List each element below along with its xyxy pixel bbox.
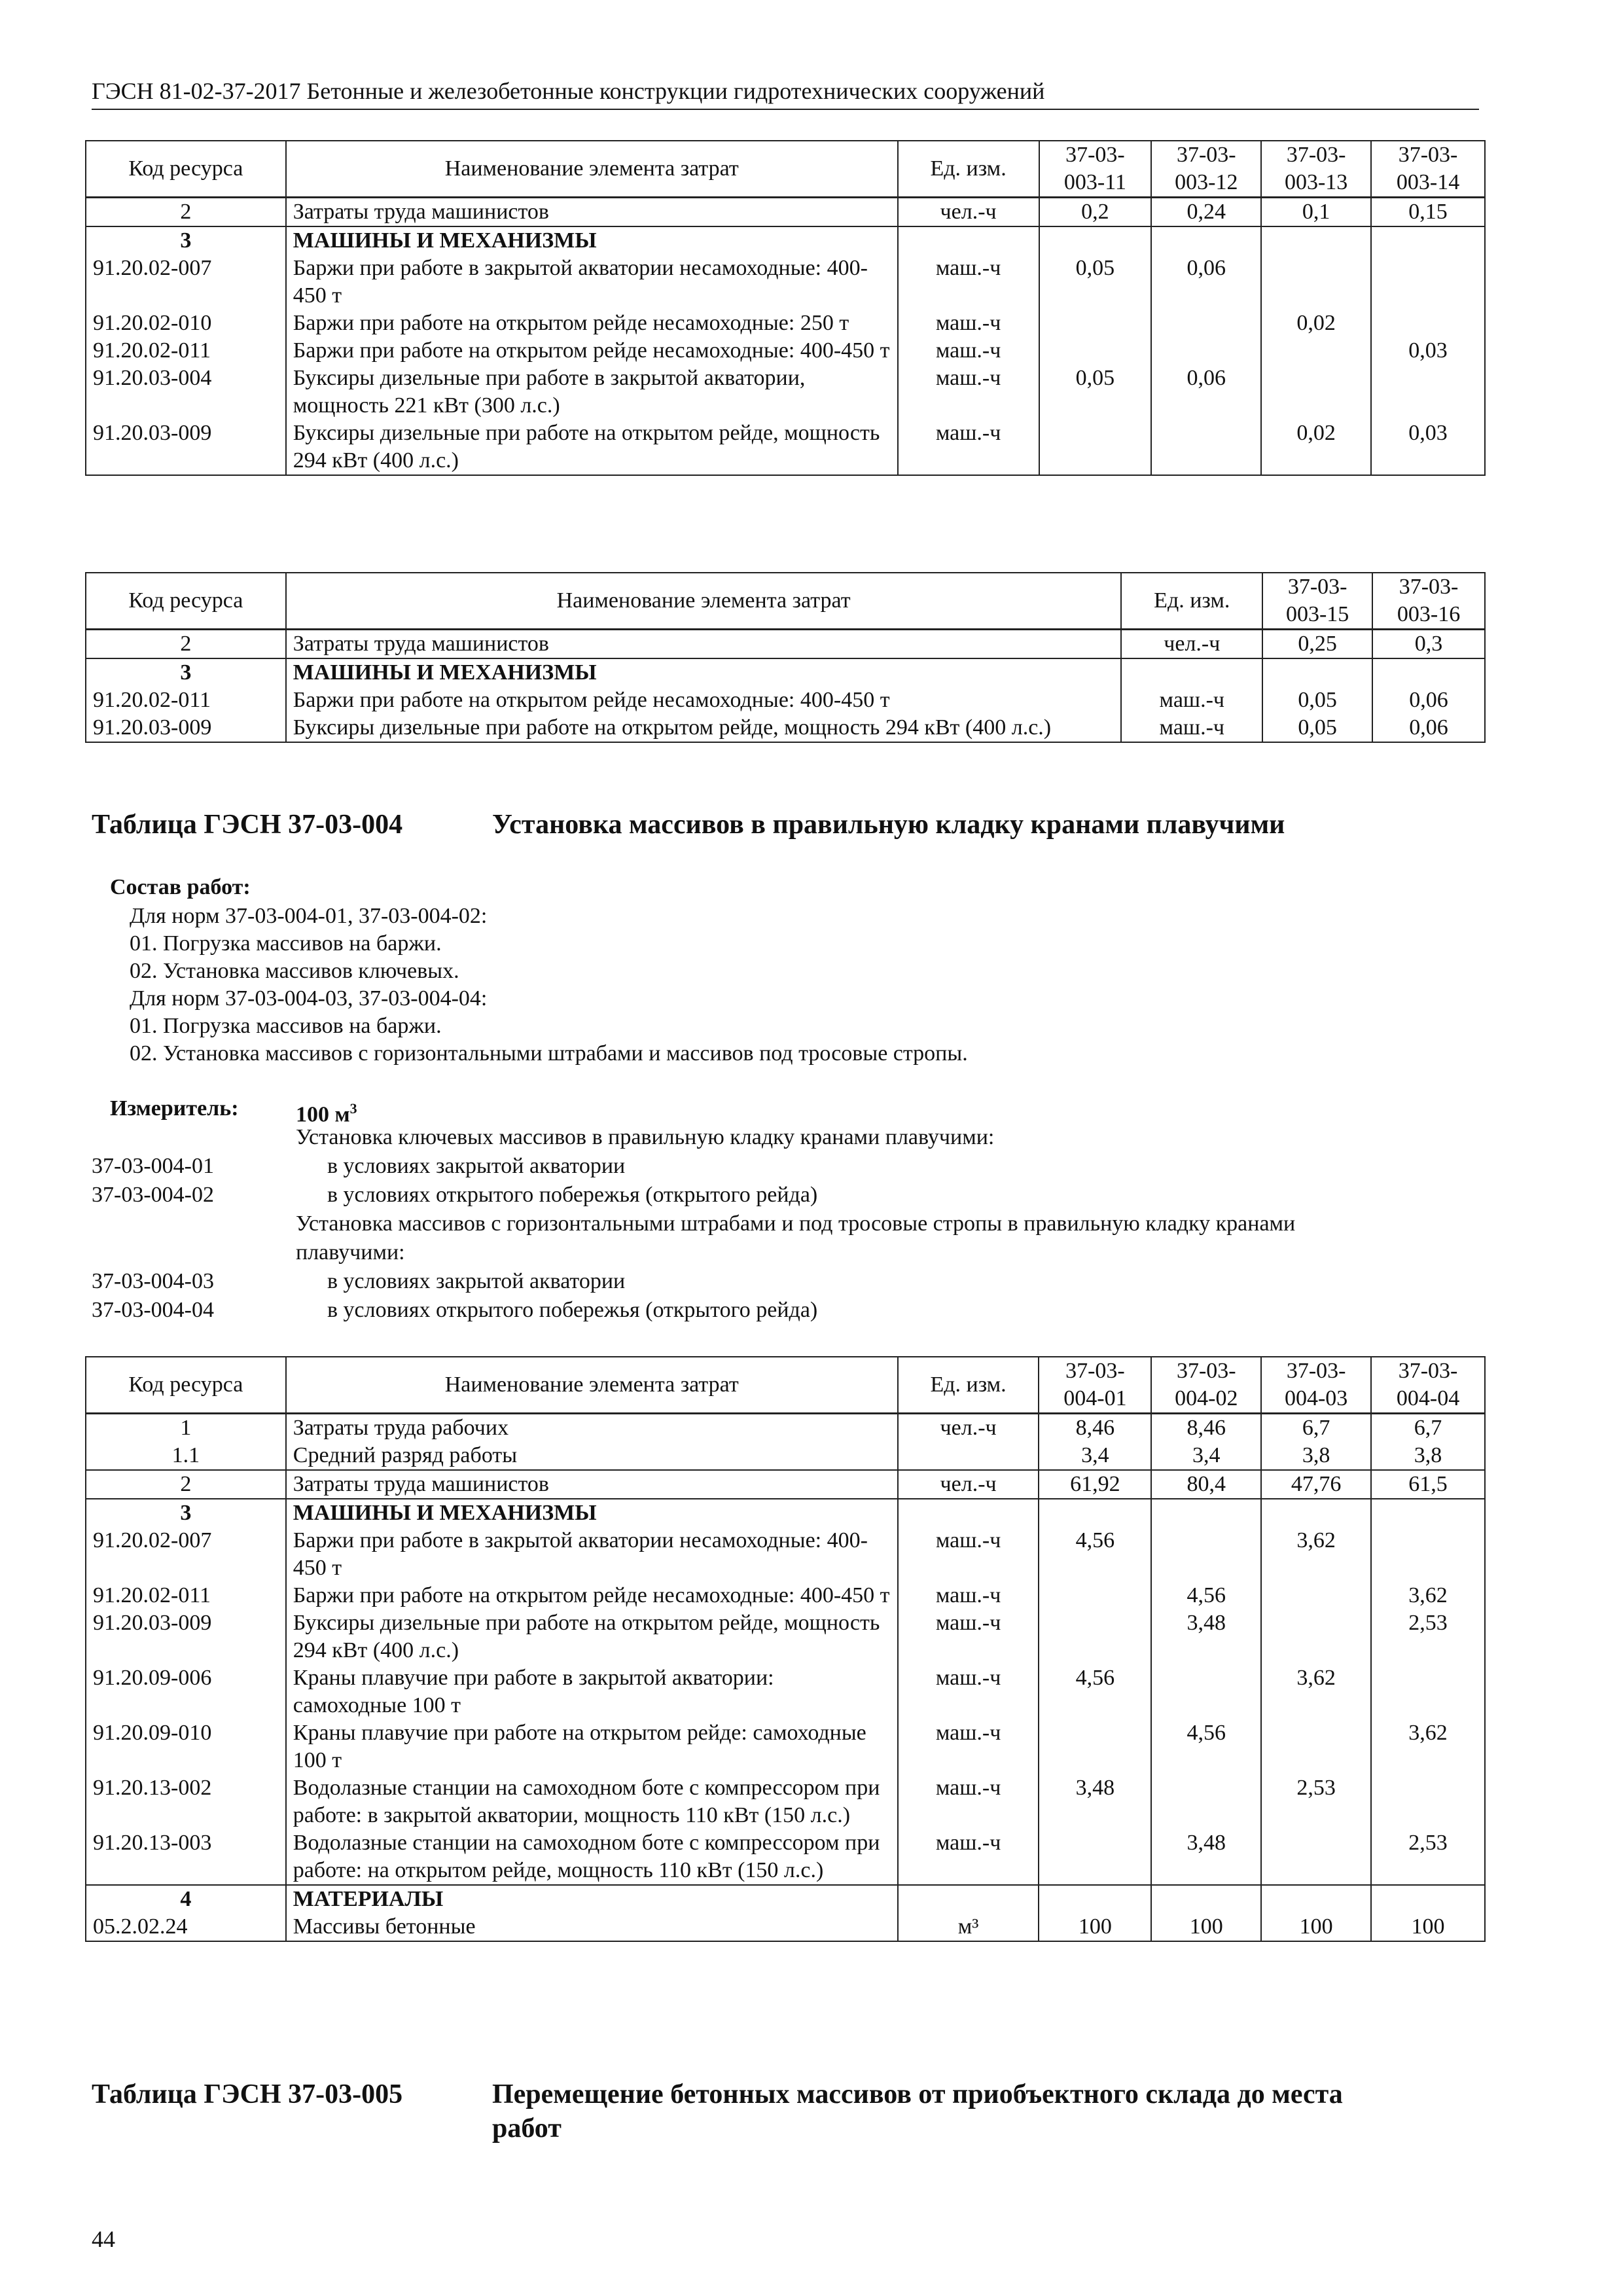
resource-table-003-11-14 [85, 140, 1486, 476]
col-header-norm: 37-03-003-14 [1371, 141, 1485, 198]
table-label-005: Таблица ГЭСН 37-03-005 [92, 2079, 403, 2109]
norm-value [1261, 1829, 1371, 1885]
resource-code: 91.20.02-011 [86, 1582, 286, 1609]
resource-code: 91.20.02-007 [86, 1527, 286, 1582]
norm-value [1372, 658, 1485, 687]
resource-code: 91.20.02-011 [86, 687, 286, 714]
resource-name: МАШИНЫ И МЕХАНИЗМЫ [286, 226, 898, 255]
norm-value [1039, 337, 1152, 365]
norm-value [1039, 1582, 1151, 1609]
resource-name: Буксиры дизельные при работе на открытом рейде, мощность 294 кВт (400 л.с.) [286, 420, 898, 475]
norm-value [1151, 226, 1261, 255]
resource-name: Буксиры дизельные при работе на открытом рейде, мощность 294 кВт (400 л.с.) [286, 714, 1122, 742]
table-row [86, 226, 1485, 255]
norm-group-title: плавучими: [296, 1240, 405, 1265]
table-row [86, 630, 1485, 659]
table-label-004: Таблица ГЭСН 37-03-004 [92, 810, 403, 840]
col-header-name: Наименование элемента затрат [286, 141, 898, 198]
resource-unit: маш.-ч [898, 1527, 1039, 1582]
norm-value: 3,62 [1371, 1719, 1485, 1774]
norm-value: 0,06 [1151, 255, 1261, 310]
resource-name: Затраты труда рабочих [286, 1414, 898, 1443]
resource-name: МАШИНЫ И МЕХАНИЗМЫ [286, 658, 1122, 687]
table-row [86, 420, 1485, 475]
page-number: 44 [92, 2226, 115, 2252]
table-row [86, 1913, 1485, 1941]
col-header-norm: 37-03-004-02 [1151, 1357, 1261, 1414]
resource-unit [898, 1885, 1039, 1913]
table-title-005-line2: работ [492, 2113, 562, 2144]
norm-value [1261, 365, 1371, 420]
resource-unit: маш.-ч [898, 337, 1039, 365]
table-row [86, 337, 1485, 365]
resource-unit: чел.-ч [1121, 630, 1262, 659]
resource-code: 91.20.09-006 [86, 1664, 286, 1719]
table-title-004: Установка массивов в правильную кладку кранами плавучими [492, 810, 1285, 840]
norm-value: 0,05 [1039, 255, 1152, 310]
norm-value: 3,48 [1039, 1774, 1151, 1829]
norm-value: 80,4 [1151, 1470, 1261, 1499]
norm-value: 0,15 [1371, 198, 1485, 227]
col-header-norm: 37-03-003-16 [1372, 573, 1485, 630]
resource-name: МАШИНЫ И МЕХАНИЗМЫ [286, 1499, 898, 1527]
resource-name: Баржи при работе на открытом рейде несамоходные: 400-450 т [286, 337, 898, 365]
resource-unit [1121, 658, 1262, 687]
norm-value: 0,2 [1039, 198, 1152, 227]
col-header-norm: 37-03-004-04 [1371, 1357, 1485, 1414]
col-header-unit: Ед. изм. [898, 1357, 1039, 1414]
resource-name: Баржи при работе в закрытой акватории несамоходные: 400-450 т [286, 255, 898, 310]
norm-value: 2,53 [1371, 1609, 1485, 1664]
table-row [86, 1442, 1485, 1470]
table-row [86, 1582, 1485, 1609]
norm-value [1151, 1885, 1261, 1913]
norm-value [1371, 365, 1485, 420]
norm-value: 0,02 [1261, 310, 1371, 337]
norm-value [1261, 1499, 1371, 1527]
sostav-line: 01. Погрузка массивов на баржи. [130, 1014, 442, 1038]
col-header-norm: 37-03-003-12 [1151, 141, 1261, 198]
col-header-unit: Ед. изм. [898, 141, 1039, 198]
norm-value: 0,1 [1261, 198, 1371, 227]
norm-value: 0,06 [1372, 714, 1485, 742]
norm-desc: в условиях открытого побережья (открытого рейда) [327, 1183, 818, 1207]
col-header-code: Код ресурса [86, 141, 286, 198]
resource-code: 3 [86, 226, 286, 255]
norm-value [1151, 1527, 1261, 1582]
norm-value [1151, 420, 1261, 475]
izmeritel-value: 100 $м^3$ [296, 1100, 357, 1127]
norm-value: 0,05 [1262, 687, 1372, 714]
resource-name: Затраты труда машинистов [286, 1470, 898, 1499]
norm-value: 2,53 [1371, 1829, 1485, 1885]
norm-value: 3,4 [1151, 1442, 1261, 1470]
norm-value [1039, 1885, 1151, 1913]
col-header-norm: 37-03-003-15 [1262, 573, 1372, 630]
resource-unit [898, 226, 1039, 255]
resource-unit: маш.-ч [1121, 687, 1262, 714]
col-header-code: Код ресурса [86, 1357, 286, 1414]
norm-value: 61,92 [1039, 1470, 1151, 1499]
norm-value: 0,03 [1371, 420, 1485, 475]
resource-name: Затраты труда машинистов [286, 630, 1122, 659]
norm-value [1262, 658, 1372, 687]
norm-code: 37-03-004-02 [92, 1183, 214, 1207]
table-row [86, 1829, 1485, 1885]
resource-code: 05.2.02.24 [86, 1913, 286, 1941]
resource-code: 3 [86, 1499, 286, 1527]
resource-code: 91.20.13-003 [86, 1829, 286, 1885]
norm-value [1261, 1885, 1371, 1913]
sostav-line: Для норм 37-03-004-01, 37-03-004-02: [130, 904, 488, 928]
norm-value [1371, 1664, 1485, 1719]
norm-desc: в условиях открытого побережья (открытого рейда) [327, 1298, 818, 1322]
resource-unit: маш.-ч [1121, 714, 1262, 742]
norm-value: 61,5 [1371, 1470, 1485, 1499]
norm-value: 100 [1039, 1913, 1151, 1941]
resource-code: 91.20.03-009 [86, 1609, 286, 1664]
col-header-unit: Ед. изм. [1121, 573, 1262, 630]
running-header: ГЭСН 81-02-37-2017 Бетонные и железобетонные конструкции гидротехнических сооружений [92, 77, 1479, 110]
norm-value: 2,53 [1261, 1774, 1371, 1829]
norm-value [1261, 255, 1371, 310]
table-row [86, 1774, 1485, 1829]
table-row [86, 1664, 1485, 1719]
table-row [86, 310, 1485, 337]
resource-code: 91.20.09-010 [86, 1719, 286, 1774]
resource-unit: маш.-ч [898, 1719, 1039, 1774]
resource-code: 1.1 [86, 1442, 286, 1470]
table-row [86, 365, 1485, 420]
resource-code: 3 [86, 658, 286, 687]
table-row [86, 714, 1485, 742]
resource-table-003-15-16 [85, 572, 1486, 743]
resource-code: 2 [86, 198, 286, 227]
resource-unit: маш.-ч [898, 1664, 1039, 1719]
norm-value: 0,24 [1151, 198, 1261, 227]
resource-name: Баржи при работе на открытом рейде несамоходные: 400-450 т [286, 1582, 898, 1609]
norm-value [1151, 1499, 1261, 1527]
col-header-norm: 37-03-003-13 [1261, 141, 1371, 198]
norm-value: 3,8 [1261, 1442, 1371, 1470]
norm-value [1261, 1609, 1371, 1664]
norm-value: 4,56 [1039, 1527, 1151, 1582]
sostav-line: 02. Установка массивов с горизонтальными штрабами и массивов под тросовые стропы. [130, 1041, 968, 1066]
resource-name: Баржи при работе на открытом рейде несамоходные: 400-450 т [286, 687, 1122, 714]
norm-value: 0,06 [1372, 687, 1485, 714]
resource-unit: маш.-ч [898, 365, 1039, 420]
norm-value: 8,46 [1151, 1414, 1261, 1443]
norm-value [1039, 1829, 1151, 1885]
col-header-norm: 37-03-004-03 [1261, 1357, 1371, 1414]
norm-code: 37-03-004-01 [92, 1154, 214, 1178]
resource-table-004 [85, 1356, 1486, 1942]
norm-value [1371, 310, 1485, 337]
norm-value: 4,56 [1151, 1719, 1261, 1774]
norm-value: 6,7 [1371, 1414, 1485, 1443]
resource-code: 91.20.02-010 [86, 310, 286, 337]
norm-value [1039, 1609, 1151, 1664]
table-row [86, 687, 1485, 714]
norm-value [1261, 226, 1371, 255]
norm-value: 3,8 [1371, 1442, 1485, 1470]
resource-unit: маш.-ч [898, 1582, 1039, 1609]
norm-value [1371, 1774, 1485, 1829]
col-header-code: Код ресурса [86, 573, 286, 630]
resource-code: 1 [86, 1414, 286, 1443]
norm-code: 37-03-004-04 [92, 1298, 214, 1322]
norm-value: 3,62 [1371, 1582, 1485, 1609]
norm-value: 47,76 [1261, 1470, 1371, 1499]
norm-value: 100 [1371, 1913, 1485, 1941]
resource-unit: чел.-ч [898, 198, 1039, 227]
norm-value: 3,62 [1261, 1664, 1371, 1719]
norm-value [1151, 1664, 1261, 1719]
resource-name: Буксиры дизельные при работе на открытом рейде, мощность 294 кВт (400 л.с.) [286, 1609, 898, 1664]
resource-unit [898, 1499, 1039, 1527]
sostav-label: Состав работ: [110, 875, 251, 899]
norm-group-title: Установка ключевых массивов в правильную кладку кранами плавучими: [296, 1125, 995, 1149]
table-row [86, 198, 1485, 227]
norm-value: 8,46 [1039, 1414, 1151, 1443]
norm-value [1261, 1582, 1371, 1609]
norm-value: 4,56 [1151, 1582, 1261, 1609]
resource-unit: маш.-ч [898, 310, 1039, 337]
table-row [86, 1527, 1485, 1582]
table-row [86, 255, 1485, 310]
resource-name: Затраты труда машинистов [286, 198, 898, 227]
norm-group-title: Установка массивов с горизонтальными штрабами и под тросовые стропы в правильную кладку кранами [296, 1211, 1296, 1236]
resource-name: Краны плавучие при работе в закрытой акватории: самоходные 100 т [286, 1664, 898, 1719]
norm-value: 0,05 [1039, 365, 1152, 420]
resource-unit: маш.-ч [898, 255, 1039, 310]
norm-value: 3,48 [1151, 1609, 1261, 1664]
norm-desc: в условиях закрытой акватории [327, 1154, 626, 1178]
resource-unit: маш.-ч [898, 420, 1039, 475]
sostav-line: 02. Установка массивов ключевых. [130, 959, 459, 983]
norm-value: 0,25 [1262, 630, 1372, 659]
norm-value [1261, 1719, 1371, 1774]
norm-code: 37-03-004-03 [92, 1269, 214, 1293]
resource-name: Массивы бетонные [286, 1913, 898, 1941]
resource-code: 91.20.02-011 [86, 337, 286, 365]
norm-value: 4,56 [1039, 1664, 1151, 1719]
norm-value [1371, 226, 1485, 255]
resource-unit: чел.-ч [898, 1414, 1039, 1443]
norm-value [1261, 337, 1371, 365]
norm-value [1371, 1499, 1485, 1527]
izmeritel-label: Измеритель: [110, 1096, 239, 1121]
resource-unit [898, 1442, 1039, 1470]
norm-value: 0,03 [1371, 337, 1485, 365]
norm-value: 0,06 [1151, 365, 1261, 420]
norm-desc: в условиях закрытой акватории [327, 1269, 626, 1293]
resource-name: Средний разряд работы [286, 1442, 898, 1470]
table-row [86, 658, 1485, 687]
norm-value [1371, 1885, 1485, 1913]
norm-value [1039, 420, 1152, 475]
norm-value: 0,05 [1262, 714, 1372, 742]
norm-value: 0,3 [1372, 630, 1485, 659]
sostav-line: Для норм 37-03-004-03, 37-03-004-04: [130, 986, 488, 1011]
resource-unit: маш.-ч [898, 1829, 1039, 1885]
resource-code: 91.20.13-002 [86, 1774, 286, 1829]
resource-name: Буксиры дизельные при работе в закрытой акватории, мощность 221 кВт (300 л.с.) [286, 365, 898, 420]
table-row [86, 1414, 1485, 1443]
table-row [86, 1719, 1485, 1774]
resource-name: МАТЕРИАЛЫ [286, 1885, 898, 1913]
resource-name: Баржи при работе на открытом рейде несамоходные: 250 т [286, 310, 898, 337]
norm-value [1151, 310, 1261, 337]
norm-value: 0,02 [1261, 420, 1371, 475]
table-row [86, 1609, 1485, 1664]
norm-value: 100 [1151, 1913, 1261, 1941]
table-row [86, 1885, 1485, 1913]
norm-value: 100 [1261, 1913, 1371, 1941]
resource-code: 4 [86, 1885, 286, 1913]
resource-code: 91.20.02-007 [86, 255, 286, 310]
norm-value [1039, 1719, 1151, 1774]
norm-value [1371, 1527, 1485, 1582]
resource-unit: чел.-ч [898, 1470, 1039, 1499]
norm-value: 6,7 [1261, 1414, 1371, 1443]
norm-value [1371, 255, 1485, 310]
norm-value [1039, 226, 1152, 255]
sostav-line: 01. Погрузка массивов на баржи. [130, 931, 442, 956]
table-title-005-line1: Перемещение бетонных массивов от приобъектного склада до места [492, 2079, 1343, 2109]
resource-name: Водолазные станции на самоходном боте с компрессором при работе: на открытом рейде, мощность 110 кВт (150 л.с.) [286, 1829, 898, 1885]
table-row [86, 1470, 1485, 1499]
norm-value: 3,62 [1261, 1527, 1371, 1582]
resource-code: 91.20.03-004 [86, 365, 286, 420]
resource-code: 2 [86, 1470, 286, 1499]
norm-value: 3,48 [1151, 1829, 1261, 1885]
norm-value: 3,4 [1039, 1442, 1151, 1470]
resource-unit: маш.-ч [898, 1609, 1039, 1664]
col-header-name: Наименование элемента затрат [286, 573, 1122, 630]
norm-value [1039, 1499, 1151, 1527]
resource-unit: м³ [898, 1913, 1039, 1941]
resource-code: 2 [86, 630, 286, 659]
col-header-norm: 37-03-004-01 [1039, 1357, 1151, 1414]
norm-value [1151, 337, 1261, 365]
resource-code: 91.20.03-009 [86, 714, 286, 742]
resource-name: Баржи при работе в закрытой акватории несамоходные: 400-450 т [286, 1527, 898, 1582]
col-header-norm: 37-03-003-11 [1039, 141, 1152, 198]
norm-value [1151, 1774, 1261, 1829]
resource-code: 91.20.03-009 [86, 420, 286, 475]
resource-name: Водолазные станции на самоходном боте с компрессором при работе: в закрытой акватории, мощность 110 кВт (150 л.с.) [286, 1774, 898, 1829]
table-row [86, 1499, 1485, 1527]
norm-value [1039, 310, 1152, 337]
col-header-name: Наименование элемента затрат [286, 1357, 898, 1414]
resource-name: Краны плавучие при работе на открытом рейде: самоходные 100 т [286, 1719, 898, 1774]
resource-unit: маш.-ч [898, 1774, 1039, 1829]
